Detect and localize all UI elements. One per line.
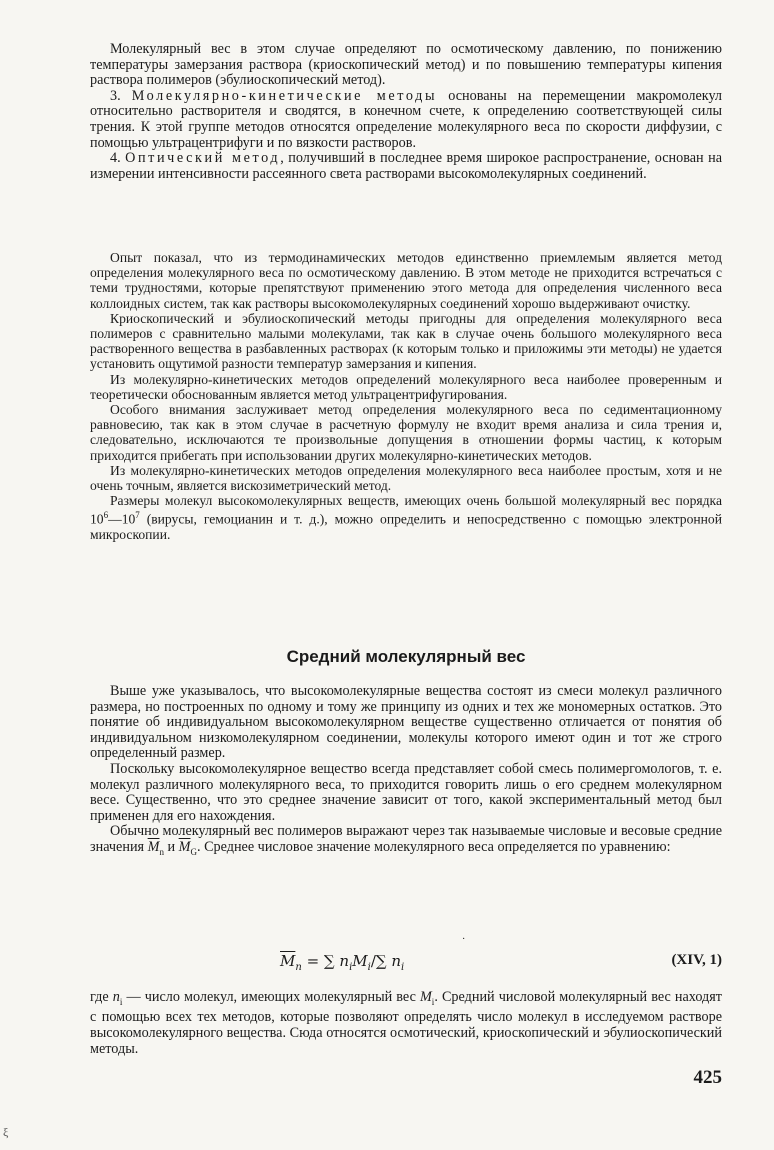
subscript: i [349,962,353,973]
formula [280,952,404,973]
subscript: G [190,846,197,857]
margin-mark: ξ [3,1125,9,1139]
text: (вирусы, гемоцианин и т. д.), можно определить и непосредственно с помощью электронной микроскопии. [90,511,722,543]
symbol: n [112,989,120,1005]
symbol: $\overline{M}$ [147,838,160,855]
paragraph: Поскольку высокомолекулярное вещество всегда представляет собой смесь полимергомологов, т. е. молекул различного молекулярного веса, то приходится говорить лишь о его среднем молекулярном весе. Существенно, что это среднее значение зависит от того, какой экспериментальный метод был применен для его нахождения. [90,760,722,824]
section-heading: Средний молекулярный вес [286,647,526,666]
subscript: n [159,846,164,857]
text: Обычно молекулярный вес полимеров выражают через так называемые числовые и весовые средние значения [90,823,722,855]
paragraph: Особого внимания заслуживает метод определения молекулярного веса по седиментационному равновесию, так как в этом случае в расчетную формулу не входит время анализа и сила трения и, следовательно, исключаются те произвольные допущения в отношении формы частиц, к которым приходится прибегать при использовании других молекулярно-кинетических методов. [90,402,722,463]
text: . Среднее числовое значение молекулярного веса определяется по уравнению: [196,838,671,855]
equation [90,952,722,978]
symbol: M [419,989,432,1005]
text: — число молекул, имеющих молекулярный вес [122,989,420,1005]
operator: = ∑ [301,952,340,970]
text: . Средний числовой молекулярный вес находят с помощью всех тех методов, которые позволяют определять число молекул в исследуемом растворе высокомолекулярного вещества. Сюда относятся осмотический, криоскопический и эбулиоскопический методы. [90,989,722,1057]
paragraph: Опыт показал, что из термодинамических методов единственно приемлемым является метод определения молекулярного веса по осмотическому давлению. В этом методе не приходится встречаться с теми трудностями, которые препятствуют применению этого метода для определения численного веса коллоидных систем, так как растворы высокомолекулярных соединений хорошо выдерживают очистку. [90,250,722,311]
symbol: M [352,952,368,970]
text: и [163,838,179,855]
paragraph: Из молекулярно-кинетических методов определения молекулярного веса наиболее простым, хотя и не очень точным, является вискозиметрический метод. [90,462,722,494]
symbol: n [339,952,350,970]
paragraph: Выше уже указывалось, что высокомолекулярные вещества состоят из смеси молекул различного размера, но построенных по одному и тому же принципу из одних и тех же мономерных остатков. Это понятие об индивидуальном высокомолекулярном веществе существенно отличается от понятия об индивидуальном низкомолекулярном соединении, молекулы которого имеют один и тот же строго определенный размер. [90,683,722,762]
paragraph: Криоскопический и эбулиоскопический методы пригодны для определения молекулярного веса полимеров с сравнительно малыми молекулами, так как в случае очень большого молекулярного веса растворенного вещества в разбавленных растворах (к которым только и приложимы эти методы) не удается установить ощутимой разности температур замерзания и кипения. [90,310,722,372]
subscript: i [401,962,405,973]
text-block-discussion [90,250,722,542]
subscript: n [295,962,302,973]
paragraph [90,824,722,860]
method-heading: Молекулярно-кинетические методы [131,87,438,104]
method-heading: Оптический метод [125,150,281,167]
equation-number: (XIV, 1) [671,952,722,968]
subscript: i [119,996,123,1007]
page-number: 425 [693,1067,722,1088]
item-number: 4. [110,150,121,167]
text: где [90,989,113,1005]
text-block-definition [90,990,722,1057]
superscript: 6 [103,510,109,521]
item-number: 3. [110,87,121,104]
paragraph-optical [90,151,722,182]
operator: /∑ [370,952,392,970]
paragraph-molecular-kinetic [90,89,722,151]
text-block-average [90,684,722,860]
symbol: n [391,952,402,970]
text: —10 [108,511,136,527]
text-block-methods [90,42,722,182]
paragraph [90,493,722,542]
superscript: 7 [135,510,140,521]
text: Размеры молекул высокомолекулярных веществ, имеющих очень большой молекулярный вес порядка 10 [90,493,722,527]
paragraph-text: основаны на перемещении макромолекул относительно растворителя и сводятся, в конечном счете, к определению соответствующей силы трения. К этой группе методов относятся определение молекулярного веса по скорости диффузии, с помощью ультрацентрифуги и по вязкости растворов. [90,87,722,151]
paragraph-text: , получивший в последнее время широкое распространение, основан на измерении интенсивности рассеянного света растворами высокомолекулярных соединений. [90,150,722,182]
symbol: $\overline{M}$ [280,952,296,970]
subscript: i [367,962,371,973]
subscript: i [431,996,435,1007]
symbol: $\overline{M}$ [178,838,191,855]
paragraph [90,990,722,1057]
stray-dot: · [462,934,466,945]
paragraph: Молекулярный вес в этом случае определяют по осмотическому давлению, по понижению температуры замерзания раствора (криоскопический метод) и по повышению температуры кипения раствора полимеров (эбулиоскопический метод). [90,41,722,89]
paragraph: Из молекулярно-кинетических методов определений молекулярного веса наиболее проверенным и теоретически обоснованным является метод ультрацентрифугирования. [90,371,722,402]
